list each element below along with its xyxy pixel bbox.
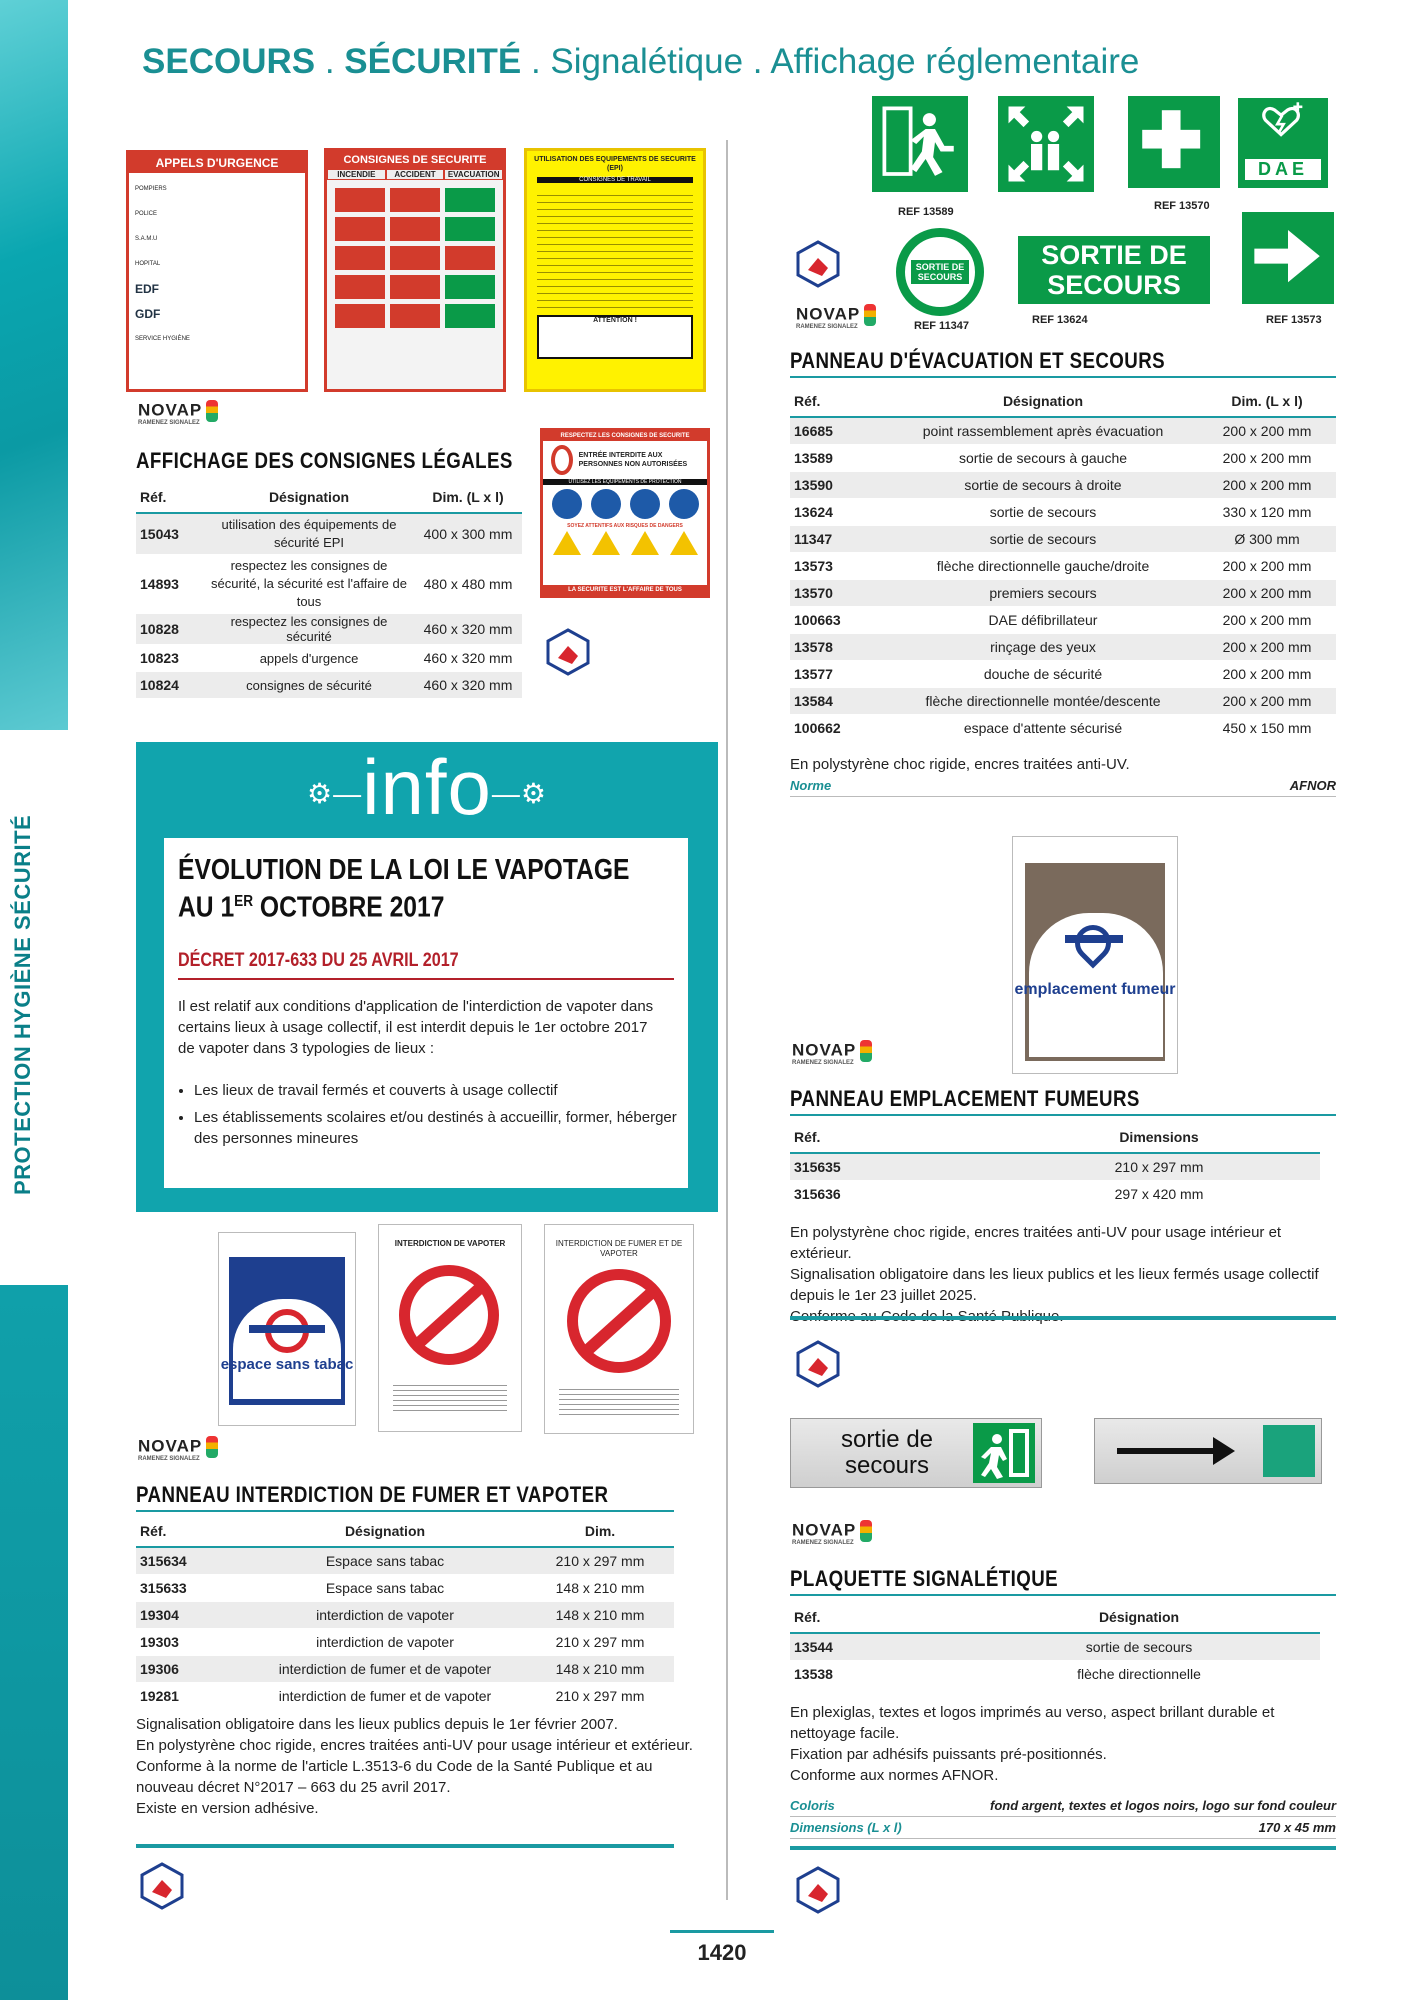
poster-espace-sans-tabac: espace sans tabac [218,1232,356,1426]
table-evacuation [790,386,1336,742]
plaquette-sortie: sortie de secours [790,1418,1042,1488]
sign-sortie-gauche [872,96,968,192]
plaquette-fleche [1094,1418,1322,1484]
poster-icons [327,180,503,336]
col-ref: Réf. [790,1602,958,1633]
novap-logo: NOVAP RAMENEZ SIGNALEZ [792,1520,872,1546]
table-row: 10823 appels d'urgence 460 x 320 mm [136,645,522,672]
exit-man-icon [973,1423,1035,1483]
ref-label: REF 11347 [914,320,970,332]
table-plaquette [790,1602,1320,1688]
poster-respectez-consignes [540,428,710,598]
col-ref: Réf. [136,482,204,513]
table-row: 13570 premiers secours 200 x 200 mm [790,580,1336,607]
list-item: • Les établissements scolaires et/ou destinés à accueillir, former, héberger des personnes mineures [194,1107,694,1149]
table-row: 100663 DAE défibrillateur 200 x 200 mm [790,607,1336,634]
col-designation: Désignation [888,386,1198,417]
title-rule [136,1510,674,1512]
col-dimensions: Dimensions [998,1122,1320,1153]
fumeurs-notes: En polystyrène choc rigide, encres traitées anti-UV pour usage intérieur et extérieur. Signalisation obligatoire dans les lieux publics et les lieux fermés usage collectif depuis le 1er 23 juillet 2025. [790,1224,1319,1304]
poster-row: S.A.M.U [135,236,158,242]
sign-point-rassemblement [998,96,1094,192]
table-row: 13538 flèche directionnelle [790,1661,1320,1688]
info-paragraph: Il est relatif aux conditions d'application de l'interdiction de vapoter dans certains lieux à usage collectif, il est interdit depuis le 1er octobre 2017 de vapoter dans 3 typologies de lieux : [178,998,654,1057]
poster-cols [327,169,503,180]
fabrication-francaise-icon [794,240,842,288]
table-row: 11347 sortie de secours Ø 300 mm [790,526,1336,553]
dae-label: DAE [1245,159,1321,180]
table-row: 16685 point rassemblement après évacuation 200 x 200 mm [790,417,1336,445]
table-row: 315634 Espace sans tabac 210 x 297 mm [136,1547,674,1575]
list-item: • Les lieux de travail fermés et couverts à usage collectif [194,1080,694,1101]
title-rule [790,376,1336,378]
table-row: 100662 espace d'attente sécurisé 450 x 150 mm [790,715,1336,742]
section-title-consignes: AFFICHAGE DES CONSIGNES LÉGALES [136,448,513,473]
side-band-top [0,0,68,730]
sign-dae [1238,98,1328,188]
table-row: 13578 rinçage des yeux 200 x 200 mm [790,634,1336,661]
coloris-row: Coloris fond argent, textes et logos noirs, logo sur fond couleur [790,1798,1336,1817]
sign-sortie-rectangle: SORTIE DE SECOURS [1018,236,1210,304]
table-row: 315635 210 x 297 mm [790,1153,1320,1181]
poster-attention: ATTENTION ! [537,315,693,359]
poster-emplacement-fumeur: emplacement fumeur [1012,836,1178,1074]
poster-row: POLICE [135,211,158,217]
title-part-secours: SECOURS [142,42,316,81]
section-title-fumeurs: PANNEAU EMPLACEMENT FUMEURS [790,1086,1140,1111]
fabrication-francaise-icon [794,1340,842,1388]
info-title: ÉVOLUTION DE LA LOI LE VAPOTAGE AU 1ER OCTOBRE 2017 [178,854,630,924]
table-row: 13590 sortie de secours à droite 200 x 200 mm [790,472,1336,499]
fabrication-francaise-icon [544,628,592,676]
norme-row: Norme AFNOR [790,778,1336,797]
poster-danger: SOYEZ ATTENTIFS AUX RISQUES DE DANGERS [567,523,683,529]
ref-label: REF 13573 [1266,314,1322,326]
poster-entry: ENTRÉE INTERDITE AUX PERSONNES NON AUTORISÉES [543,441,707,479]
poster-interdiction-fumer-vapoter: INTERDICTION DE FUMER ET DE VAPOTER [544,1224,694,1434]
table-row: 19306 interdiction de fumer et de vapoter 148 x 210 mm [136,1656,674,1683]
title-sep: . [315,42,345,81]
section-title-plaquette: PLAQUETTE SIGNALÉTIQUE [790,1566,1059,1591]
table-row: 13584 flèche directionnelle montée/descente 200 x 200 mm [790,688,1336,715]
arrow-right-icon [1117,1433,1237,1469]
poster-col: INCENDIE [327,169,386,180]
poster-row: SERVICE HYGIÈNE [135,336,190,342]
table-row: 15043 utilisation des équipements de sécurité EPI 400 x 300 mm [136,513,522,555]
page-number: 1420 [697,1940,747,1965]
info-decree: DÉCRET 2017-633 DU 25 AVRIL 2017 [178,950,459,971]
dimensions-row: Dimensions (L x l) 170 x 45 mm [790,1820,1336,1839]
table-consignes [136,482,522,699]
poster-rows [129,173,305,356]
info-bullets [164,1080,694,1155]
poster-text-block [537,189,693,309]
col-designation: Désignation [244,1516,526,1547]
evacuation-note: En polystyrène choc rigide, encres traitées anti-UV. [790,756,1130,773]
col-designation: Désignation [958,1602,1320,1633]
side-band [0,0,68,2000]
poster-footer: LA SECURITE EST L'AFFAIRE DE TOUS [543,585,707,595]
poster-col: EVACUATION [444,169,503,180]
plaquette-notes: En plexiglas, textes et logos imprimés au verso, aspect brillant durable et nettoyage facile. Fixation par adhésifs puissants pré-positionnés. Conforme aux normes AFNOR. [790,1704,1275,1784]
page-number-rule [670,1930,774,1933]
col-dim: Dim. [526,1516,674,1547]
column-divider [726,140,728,1900]
poster-col: ACCIDENT [386,169,445,180]
fabrication-francaise-icon [138,1862,186,1910]
col-designation: Désignation [204,482,414,513]
poster-title: CONSIGNES DE SECURITE [327,151,503,169]
sign-sortie-ronde: SORTIE DE SECOURS [896,228,984,316]
section-rule [136,1844,674,1848]
fabrication-francaise-icon [794,1866,842,1914]
table-row: 19303 interdiction de vapoter 210 x 297 mm [136,1629,674,1656]
poster-row: POMPIERS [135,186,167,192]
col-ref: Réf. [790,386,888,417]
poster-epi [524,148,706,392]
ref-label: REF 13570 [1154,200,1210,212]
decree-underline [178,978,674,980]
table-row: 10828 respectez les consignes de sécurité 460 x 320 mm [136,614,522,645]
section-title-fumer: PANNEAU INTERDICTION DE FUMER ET VAPOTER [136,1482,609,1507]
table-row: 315636 297 x 420 mm [790,1181,1320,1208]
ref-label: REF 13589 [898,206,954,218]
info-box [136,742,718,1212]
title-rule [790,1594,1336,1596]
col-dim: Dim. (L x l) [1198,386,1336,417]
sign-premiers-secours [1128,96,1220,188]
poster-subtitle: CONSIGNES DE TRAVAIL [537,177,693,183]
novap-logo: NOVAP RAMENEZ SIGNALEZ [796,304,876,330]
section-title-evacuation: PANNEAU D'ÉVACUATION ET SECOURS [790,348,1166,373]
sign-fleche [1242,212,1334,304]
poster-interdiction-vapoter: INTERDICTION DE VAPOTER [378,1224,522,1432]
fumer-notes: Signalisation obligatoire dans les lieux publics depuis le 1er février 2007. En polystyrène choc rigide, encres traitées anti-UV pour usage intérieur et extérieur. Conforme à la norme de l'article L.3513-6 du Code de la Santé Publique et au nouveau décret N°2017 – 663 du 25 avril 2017. Existe en version adhésive. [136,1716,693,1817]
poster-title: RESPECTEZ LES CONSIGNES DE SECURITE [543,431,707,441]
poster-consignes-securite [324,148,506,392]
poster-epi-band: UTILISEZ LES EQUIPEMENTS DE PROTECTION [543,479,707,485]
poster-title: APPELS D'URGENCE [129,153,305,173]
side-band-bottom [0,1285,68,2000]
title-part-securite: SÉCURITÉ [344,42,522,81]
table-row: 19304 interdiction de vapoter 148 x 210 mm [136,1602,674,1629]
section-rule [790,1316,1336,1320]
col-dim: Dim. (L x l) [414,482,522,513]
novap-logo: NOVAP RAMENEZ SIGNALEZ [138,400,218,426]
poster-epi-icons [543,485,707,523]
side-label: PROTECTION HYGIÈNE SÉCURITÉ [10,814,35,1195]
poster-row: HOPITAL [135,261,161,267]
table-row: 315633 Espace sans tabac 148 x 210 mm [136,1575,674,1602]
table-row: 10824 consignes de sécurité 460 x 320 mm [136,672,522,699]
page-title [142,42,1139,82]
info-word: ⚙—info—⚙ [307,743,547,831]
title-rest: . Signalétique . Affichage réglementaire [521,42,1140,81]
table-row: 13624 sortie de secours 330 x 120 mm [790,499,1336,526]
poster-row: GDF [135,307,161,321]
table-row: 19281 interdiction de fumer et de vapoter 210 x 297 mm [136,1683,674,1710]
poster-danger-icons [543,529,707,557]
table-row: 13577 douche de sécurité 200 x 200 mm [790,661,1336,688]
poster-title: UTILISATION DES EQUIPEMENTS DE SECURITE (EPI) [534,156,696,172]
ref-label: REF 13624 [1032,314,1088,326]
poster-appels-urgence [126,150,308,392]
table-row: 13573 flèche directionnelle gauche/droite 200 x 200 mm [790,553,1336,580]
title-rule [790,1114,1336,1116]
poster-row: EDF [135,282,159,296]
info-content [164,838,688,1188]
table-fumeurs [790,1122,1320,1208]
col-ref: Réf. [136,1516,244,1547]
novap-logo: NOVAP RAMENEZ SIGNALEZ [138,1436,218,1462]
col-ref: Réf. [790,1122,998,1153]
section-rule [790,1846,1336,1850]
no-entry-icon [551,445,573,475]
novap-logo: NOVAP RAMENEZ SIGNALEZ [792,1040,872,1066]
table-row: 13544 sortie de secours [790,1633,1320,1661]
table-row: 14893 respectez les consignes de sécurité, la sécurité est l'affaire de tous 480 x 480 mm [136,555,522,614]
table-fumer [136,1516,674,1710]
table-row: 13589 sortie de secours à gauche 200 x 200 mm [790,445,1336,472]
